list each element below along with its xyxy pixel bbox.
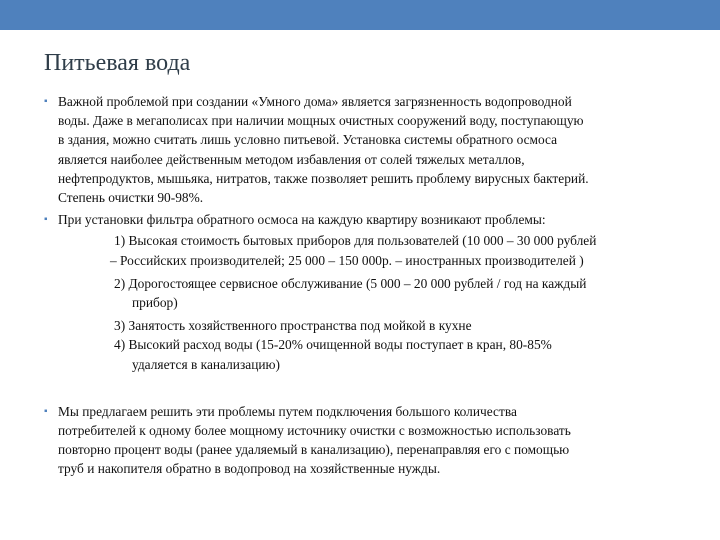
problem-line: – Российских производителей; 25 000 – 150 000р. – иностранных производителей ) [110, 252, 584, 268]
problem-item-service [114, 274, 704, 312]
paragraph-line: воды. Даже в мегаполисах при наличии мощных очистных сооружений воду, поступающую [58, 113, 584, 129]
paragraph-line: Важной проблемой при создании «Умного дома» является загрязненность водопроводной [58, 94, 572, 109]
paragraph-intro: При установки фильтра обратного осмоса на каждую квартиру возникают проблемы: [58, 212, 546, 228]
slide-title: Питьевая вода [44, 50, 191, 76]
paragraph-water-problem [44, 92, 704, 207]
problem-line: 3) Занятость хозяйственного пространства под мойкой в кухне [114, 318, 472, 334]
problem-list [110, 231, 704, 373]
problem-line: удаляется в канализацию) [132, 356, 280, 372]
problem-line: прибор) [132, 295, 178, 311]
paragraph-filter-problems [44, 210, 704, 374]
slide-body [44, 92, 704, 479]
problem-item-cost [110, 231, 704, 269]
paragraph-line: труб и накопителя обратно в водопровод на хозяйственные нужды. [58, 461, 441, 477]
problem-item-water-usage [114, 335, 704, 373]
paragraph-line: Степень очистки 90-98%. [58, 190, 204, 206]
problem-item-space [114, 316, 704, 335]
paragraph-line: повторно процент воды (ранее удаляемый в канализацию), перенаправляя его с помощью [58, 442, 570, 458]
bullet-square-icon: ▪ [44, 96, 48, 107]
paragraph-proposal [44, 402, 704, 479]
header-band [0, 0, 720, 30]
paragraph-line: нефтепродуктов, мышьяка, нитратов, также позволяет решить проблему вирусных бактерий. [58, 170, 589, 186]
paragraph-line: Мы предлагаем решить эти проблемы путем подключения большого количества [58, 403, 517, 419]
bullet-square-icon: ▪ [44, 214, 48, 226]
problem-line: 4) Высокий расход воды (15-20% очищенной воды поступает в кран, 80-85% [114, 337, 552, 353]
paragraph-line: в здания, можно считать лишь условно питьевой. Установка системы обратного осмоса [58, 132, 558, 148]
bullet-square-icon: ▪ [44, 405, 48, 417]
problem-line: 1) Высокая стоимость бытовых приборов для пользователей (10 000 – 30 000 рублей [114, 233, 597, 249]
problem-line: 2) Дорогостоящее сервисное обслуживание (5 000 – 20 000 рублей / год на каждый [114, 275, 587, 291]
paragraph-line: является наиболее действенным методом избавления от солей тяжелых металлов, [58, 151, 525, 167]
paragraph-line: потребителей к одному более мощному источнику очистки с возможностью использовать [58, 423, 571, 439]
